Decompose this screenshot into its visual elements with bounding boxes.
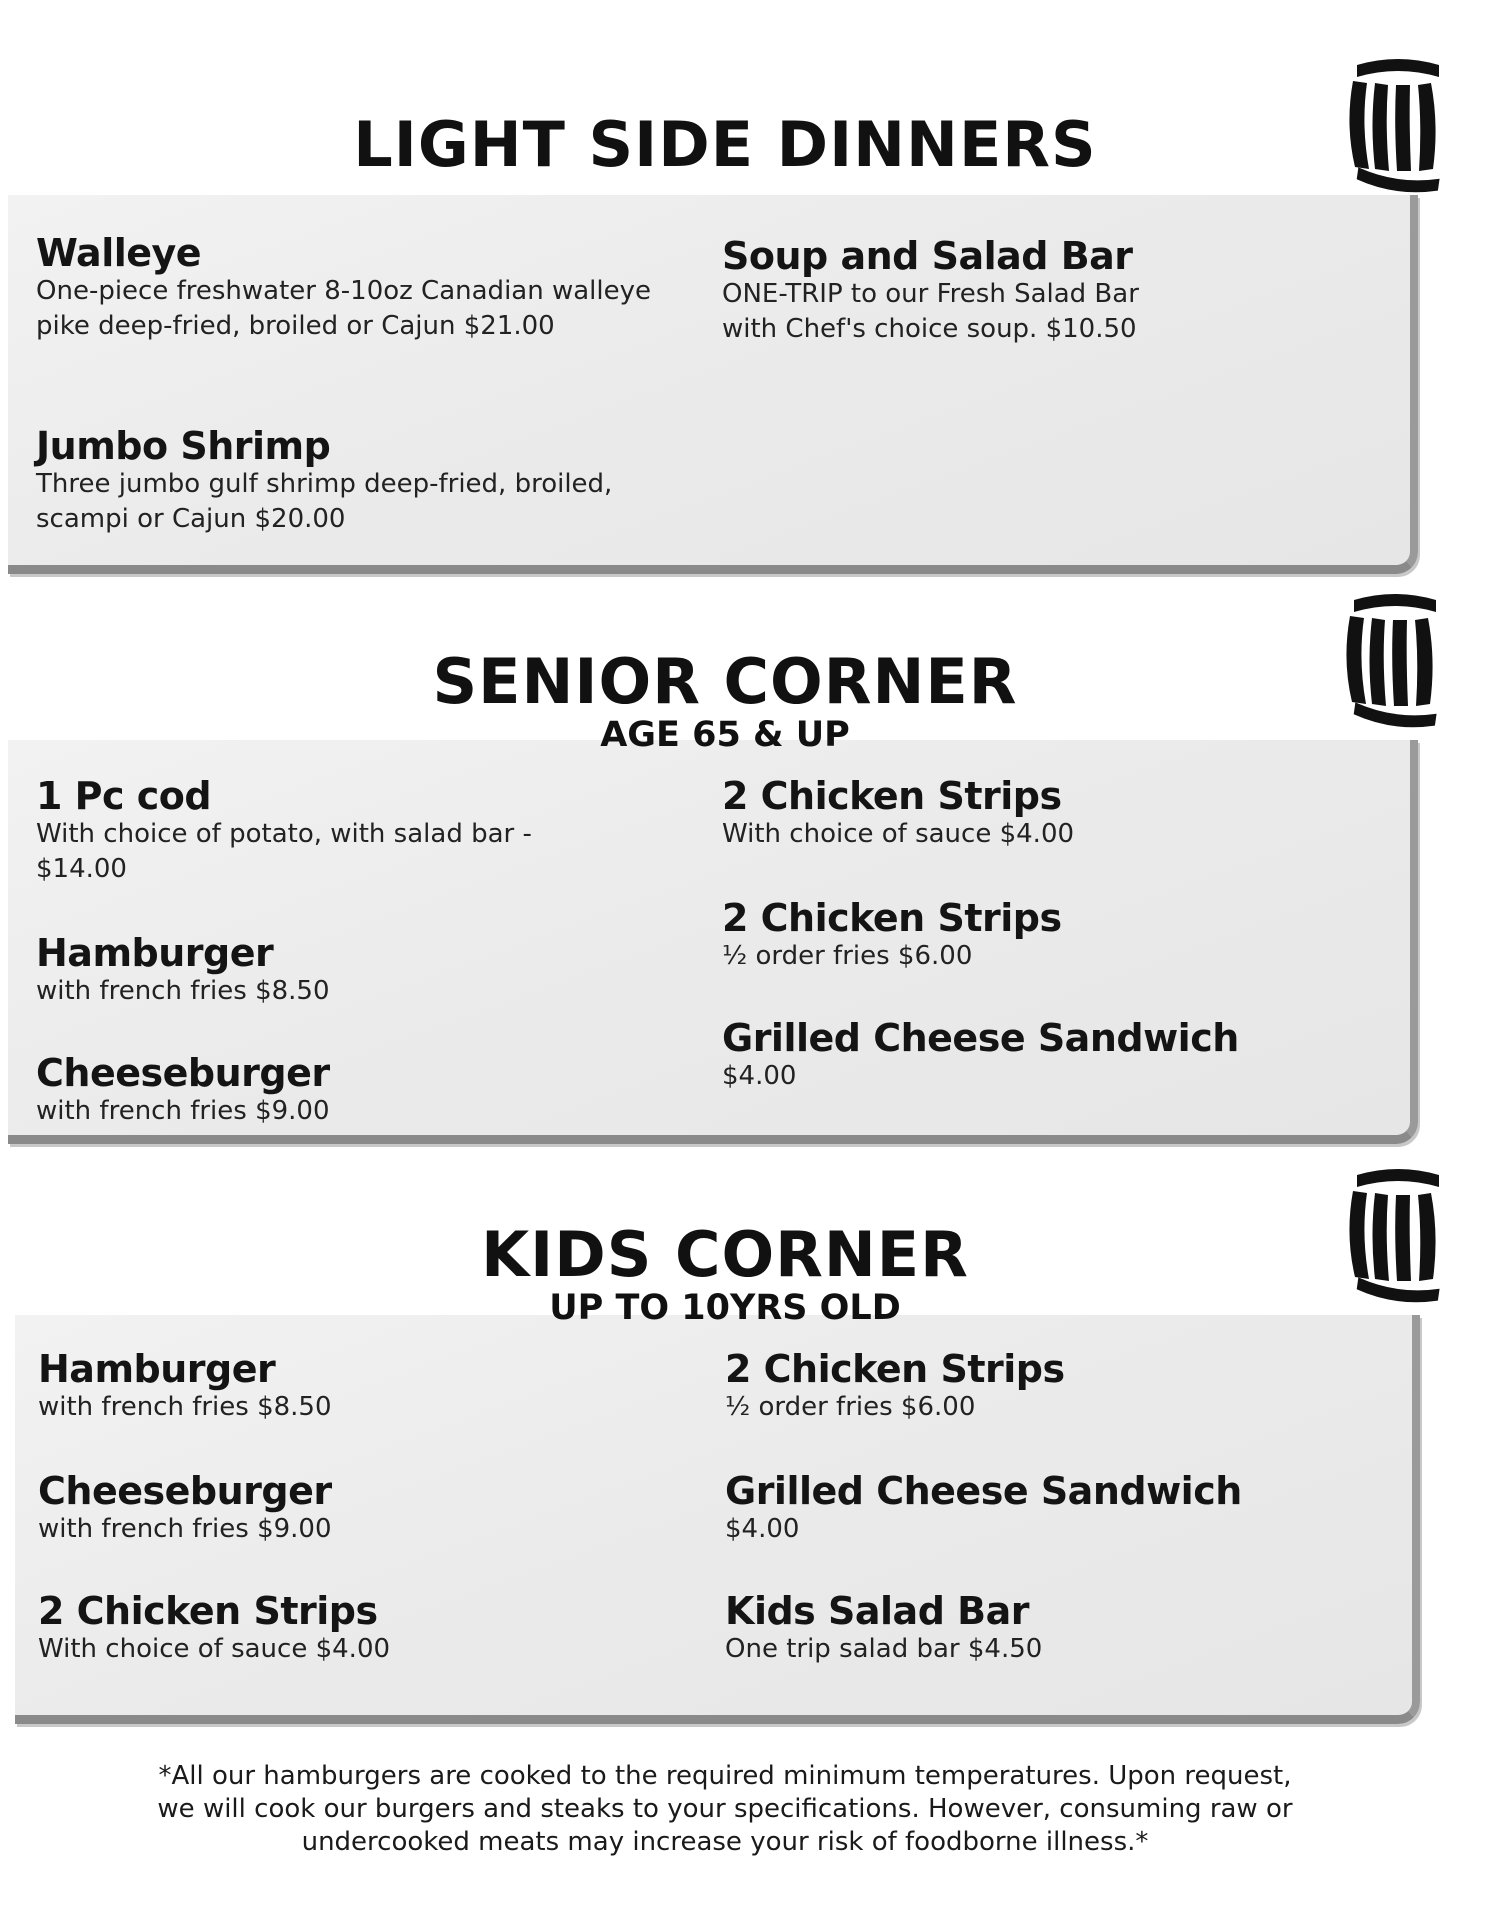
menu-item bbox=[36, 1052, 596, 1129]
item-description: Three jumbo gulf shrimp deep-fried, broiled, scampi or Cajun $20.00 bbox=[36, 469, 613, 534]
item-description: $4.00 bbox=[722, 1061, 797, 1091]
menu-item bbox=[722, 897, 1322, 974]
menu-item bbox=[725, 1348, 1325, 1425]
item-name: 2 Chicken Strips bbox=[38, 1589, 378, 1633]
barrel-icon bbox=[1343, 1165, 1453, 1305]
item-description: ½ order fries $6.00 bbox=[725, 1392, 976, 1422]
item-description: with french fries $9.00 bbox=[36, 1096, 330, 1126]
item-description: One-piece freshwater 8-10oz Canadian walleye pike deep-fried, broiled or Cajun $21.00 bbox=[36, 276, 651, 341]
item-name: Hamburger bbox=[38, 1347, 276, 1391]
item-description: $4.00 bbox=[725, 1514, 800, 1544]
item-description: with french fries $8.50 bbox=[38, 1392, 332, 1422]
item-name: Jumbo Shrimp bbox=[36, 424, 331, 468]
item-name: 2 Chicken Strips bbox=[722, 896, 1062, 940]
section-title: LIGHT SIDE DINNERS bbox=[353, 108, 1097, 181]
menu-item bbox=[722, 1017, 1362, 1094]
menu-item bbox=[725, 1590, 1325, 1667]
item-description: With choice of potato, with salad bar - $14.00 bbox=[36, 819, 532, 884]
section-title: SENIOR CORNER bbox=[432, 645, 1018, 718]
item-name: 2 Chicken Strips bbox=[722, 774, 1062, 818]
item-name: 1 Pc cod bbox=[36, 774, 212, 818]
item-name: Walleye bbox=[36, 231, 202, 275]
menu-item bbox=[36, 232, 656, 344]
menu-item bbox=[722, 235, 1202, 347]
menu-item bbox=[36, 425, 676, 537]
menu-item bbox=[38, 1590, 598, 1667]
item-description: With choice of sauce $4.00 bbox=[722, 819, 1075, 849]
menu-item bbox=[38, 1348, 598, 1425]
barrel-icon bbox=[1340, 590, 1450, 730]
item-description: With choice of sauce $4.00 bbox=[38, 1634, 391, 1664]
item-description: ONE-TRIP to our Fresh Salad Bar with Chef's choice soup. $10.50 bbox=[722, 279, 1139, 344]
menu-item bbox=[36, 775, 596, 887]
item-name: Kids Salad Bar bbox=[725, 1589, 1029, 1633]
section-subtitle: UP TO 10YRS OLD bbox=[549, 1288, 901, 1328]
item-name: Cheeseburger bbox=[38, 1469, 332, 1513]
item-description: with french fries $8.50 bbox=[36, 976, 330, 1006]
item-description: ½ order fries $6.00 bbox=[722, 941, 973, 971]
item-description: One trip salad bar $4.50 bbox=[725, 1634, 1043, 1664]
item-name: Soup and Salad Bar bbox=[722, 234, 1133, 278]
barrel-icon bbox=[1343, 55, 1453, 195]
item-description: with french fries $9.00 bbox=[38, 1514, 332, 1544]
section-subtitle: AGE 65 & UP bbox=[600, 715, 850, 755]
section-title: KIDS CORNER bbox=[481, 1218, 969, 1291]
item-name: Grilled Cheese Sandwich bbox=[722, 1016, 1239, 1060]
item-name: 2 Chicken Strips bbox=[725, 1347, 1065, 1391]
item-name: Grilled Cheese Sandwich bbox=[725, 1469, 1242, 1513]
food-safety-footnote: *All our hamburgers are cooked to the required minimum temperatures. Upon request, we will cook our burgers and steaks to your specifications. However, consuming raw or undercooked meats may increase your risk of foodborne illness.* bbox=[157, 1761, 1293, 1857]
menu-item bbox=[36, 932, 596, 1009]
item-name: Cheeseburger bbox=[36, 1051, 330, 1095]
menu-item bbox=[722, 775, 1322, 852]
menu-item bbox=[725, 1470, 1365, 1547]
item-name: Hamburger bbox=[36, 931, 274, 975]
menu-item bbox=[38, 1470, 598, 1547]
